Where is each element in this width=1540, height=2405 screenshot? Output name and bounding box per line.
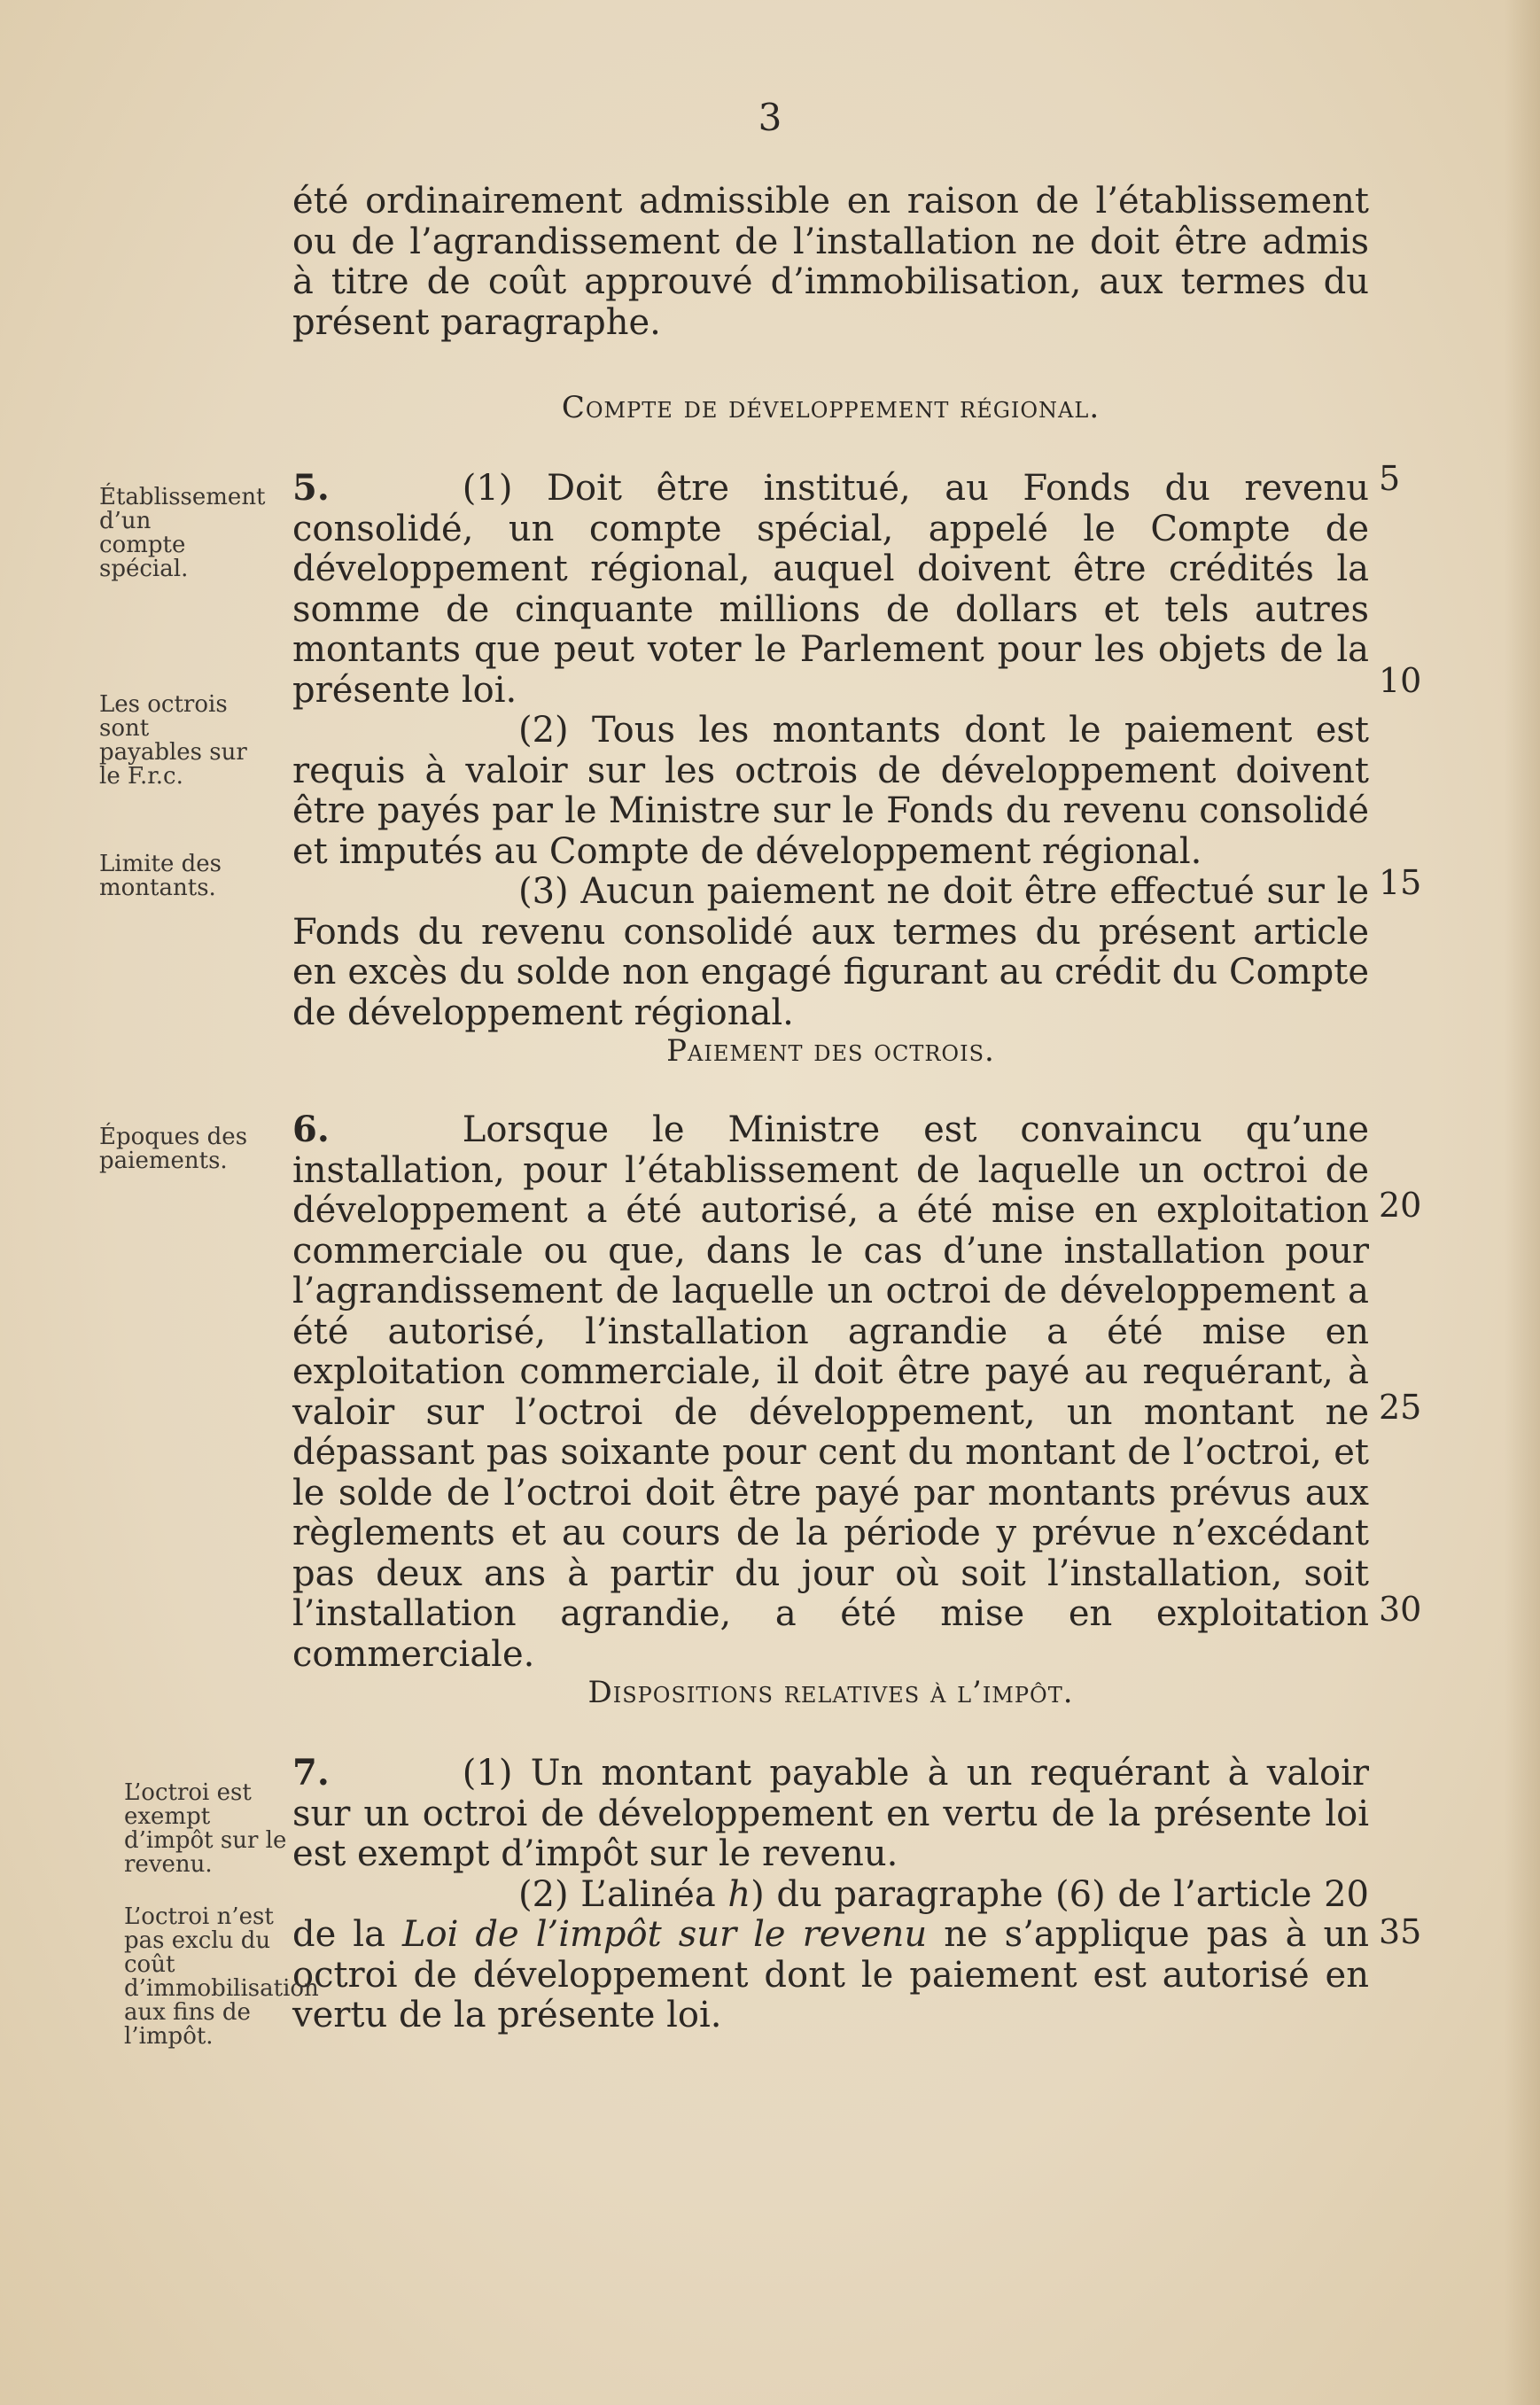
alinea-letter: h xyxy=(727,1873,751,1915)
section-7-p1-text: (1) Un montant payable à un requérant à valoir sur un octroi de développement en vertu de la présente loi est exempt d’impôt sur le revenu. xyxy=(292,1753,1369,1874)
section-6-p1 xyxy=(292,1109,1369,1675)
line-number-25: 25 xyxy=(1379,1388,1422,1427)
section-5-p1-text: (1) Doit être institué, au Fonds du revenu consolidé, un compte spécial, appelé le Compte de développement régional, auquel doivent être crédités la somme de cinquante millions de dollars et tels autres montants que peut voter le Parlement pour les objets de la présente loi. xyxy=(292,468,1369,711)
margin-note-limite: Limite des montants. xyxy=(99,851,222,901)
law-title: Loi de l’impôt sur le revenu xyxy=(401,1914,928,1955)
line-number-10: 10 xyxy=(1379,661,1422,700)
section-7-p2: (2) L’alinéa h) du paragraphe (6) de l’article 20 de la Loi de l’impôt sur le revenu ne s’applique pas à un octroi de développement dont le paiement est autorisé en vertu de la présente loi. xyxy=(292,1873,1369,2035)
line-number-5: 5 xyxy=(1379,459,1401,498)
line-number-15: 15 xyxy=(1379,863,1422,902)
intro-paragraph xyxy=(292,182,1369,343)
heading-impot: Dispositions relatives à l’impôt. xyxy=(587,1675,1074,1710)
heading-paiement: Paiement des octrois. xyxy=(666,1033,995,1069)
page-edge-shadow xyxy=(1505,0,1540,2405)
line-number-35: 35 xyxy=(1379,1912,1422,1951)
section-5-p2: (2) Tous les montants dont le paiement est requis à valoir sur les octrois de développement doivent être payés par le Ministre sur le Fonds du revenu consolidé et imputés au Compte de développement régional. xyxy=(292,710,1369,872)
section-6-p1-text: Lorsque le Ministre est convaincu qu’une installation, pour l’établissement de laquelle un octroi de développement a été autorisé, a été mise en exploitation commerciale ou que, dans le cas d’une installation pour l’agrandissement de laquelle un octroi de développement a été autorisé, l’installation agrandie a été mise en exploitation commerciale, il doit être payé au requérant, à valoir sur l’octroi de développement, un montant ne dépassant pas soixante pour cent du montant de l’octroi, et le solde de l’octroi doit être payé par montants prévus aux règlements et au cours de la période y prévue n’excédant pas deux ans à partir du jour où soit l’installation, soit l’installation agrandie, a été mise en exploitation commerciale. xyxy=(292,1109,1369,1675)
section-7 xyxy=(292,1753,1369,2036)
line-number-30: 30 xyxy=(1379,1590,1422,1629)
section-6 xyxy=(292,1109,1369,1675)
margin-note-epoques: Époques des paiements. xyxy=(99,1124,248,1174)
section-5-p1 xyxy=(292,468,1369,711)
section-7-number: 7. xyxy=(292,1752,330,1794)
margin-note-etablissement: Établissement d’un compte spécial. xyxy=(99,484,266,582)
line-number-20: 20 xyxy=(1379,1186,1422,1225)
section-6-number: 6. xyxy=(292,1109,330,1150)
section-5-p3: (3) Aucun paiement ne doit être effectué sur le Fonds du revenu consolidé aux termes du présent article en excès du solde non engagé figurant au crédit du Compte de développement régional. xyxy=(292,871,1369,1033)
margin-note-octrois-payables: Les octrois sont payables sur le F.r.c. xyxy=(99,691,247,790)
section-5-number: 5. xyxy=(292,467,330,509)
margin-note-non-exclu: L’octroi n’est pas exclu du coût d’immobilisation aux fins de l’impôt. xyxy=(124,1903,319,2050)
section-7-p1 xyxy=(292,1753,1369,1875)
page-number: 3 xyxy=(758,96,782,139)
margin-note-exempt: L’octroi est exempt d’impôt sur le revenu. xyxy=(124,1779,287,1878)
heading-compte: Compte de développement régional. xyxy=(561,390,1101,425)
intro-text: été ordinairement admissible en raison de l’établissement ou de l’agrandissement de l’installation ne doit être admis à titre de coût approuvé d’immobilisation, aux termes du présent paragraphe. xyxy=(292,181,1369,343)
section-5 xyxy=(292,468,1369,1033)
